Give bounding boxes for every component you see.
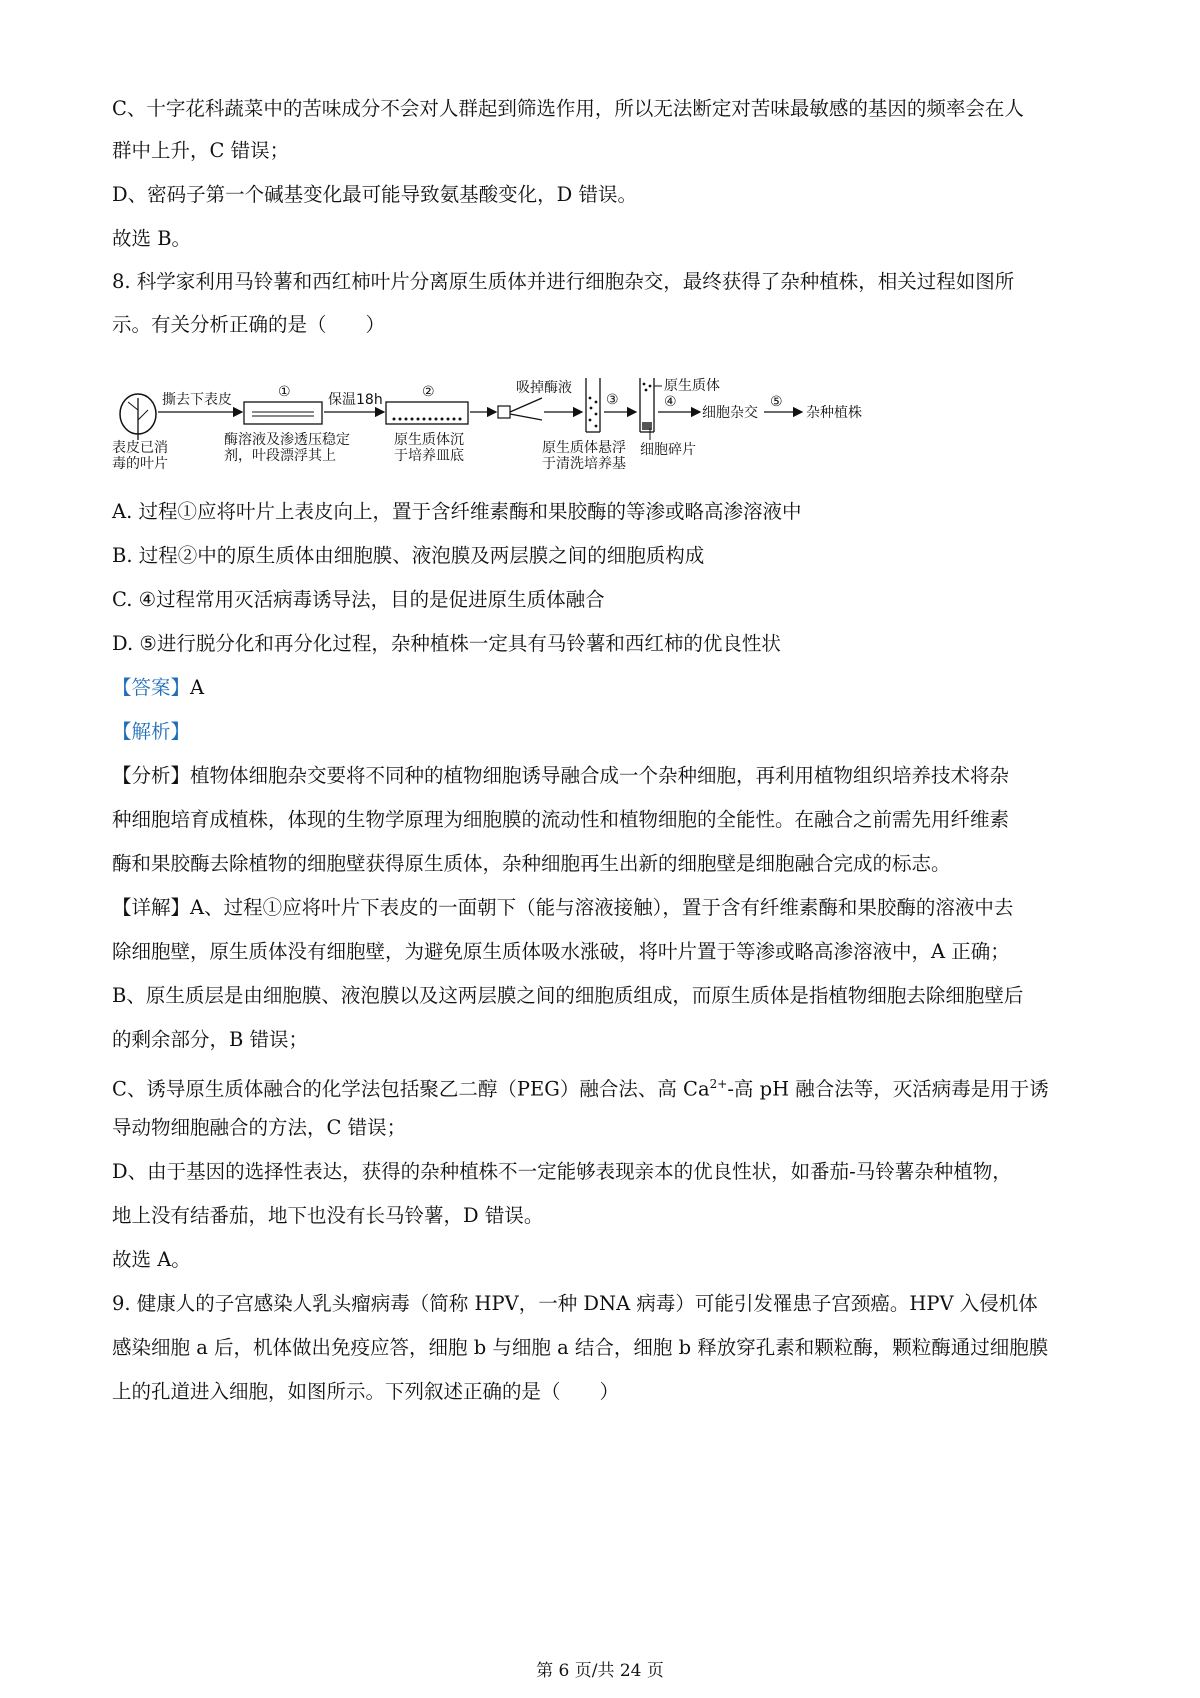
analysis-line: B、原生质层是由细胞膜、液泡膜以及这两层膜之间的细胞质组成，而原生质体是指植物细胞去除细胞壁后 [112, 984, 1024, 1007]
analysis-line: 的剩余部分，B 错误； [112, 1028, 309, 1051]
q7-answer: 故选 B。 [112, 227, 192, 250]
analysis-d-line1: D、由于基因的选择性表达，获得的杂种植株不一定能够表现亲本的优良性状，如番茄-马铃薯杂种植物， [112, 1160, 1012, 1183]
tube2-bottom-label: 细胞碎片 [640, 442, 696, 458]
protoplast-fusion-diagram [112, 378, 932, 512]
step2-desc-1: 原生质体沉 [394, 432, 464, 448]
analysis-line: 种细胞培育成植株，体现的生物学原理为细胞膜的流动性和植物细胞的全能性。在融合之前需先用纤维素 [112, 808, 1010, 831]
dish-1 [244, 402, 322, 424]
leaf-label-2: 毒的叶片 [112, 456, 168, 472]
analysis-c-line1: C、诱导原生质体融合的化学法包括聚乙二醇（PEG）融合法、高 $Ca^{2+}-$高 pH 融合法等，灭活病毒是用于诱 [112, 1077, 1049, 1101]
answer-tag: 【答案】 [112, 676, 191, 699]
analysis-line: 酶和果胶酶去除植物的细胞壁获得原生质体，杂种细胞再生出新的细胞壁是细胞融合完成的标志。 [112, 852, 951, 875]
q8-option-d: D. ⑤进行脱分化和再分化过程，杂种植株一定具有马铃薯和西红柿的优良性状 [112, 632, 781, 655]
q7-option-c-line2: 群中上升，C 错误； [112, 139, 290, 162]
arrow1-label: 撕去下表皮 [162, 392, 232, 408]
step1-number: ① [278, 384, 291, 400]
step1-desc-2: 剂，叶段漂浮其上 [224, 448, 336, 464]
q8-stem-line2: 示。有关分析正确的是（ ） [112, 313, 386, 336]
leaf-label-1: 表皮已消 [112, 440, 168, 456]
q7-option-d: D、密码子第一个碱基变化最可能导致氨基酸变化，D 错误。 [112, 183, 637, 206]
tube2-top-label: 原生质体 [664, 378, 720, 394]
q8-option-b: B. 过程②中的原生质体由细胞膜、液泡膜及两层膜之间的细胞质构成 [112, 544, 705, 567]
q8-option-c: C. ④过程常用灭活病毒诱导法，目的是促进原生质体融合 [112, 588, 605, 611]
arrow2-label: 保温18h [328, 392, 383, 408]
analysis-line: 【分析】植物体细胞杂交要将不同种的植物细胞诱导融合成一个杂种细胞，再利用植物组织培养技术将杂 [112, 764, 1010, 787]
q8-option-a: A. 过程①应将叶片上表皮向上，置于含纤维素酶和果胶酶的等渗或略高渗溶液中 [112, 500, 802, 523]
step3-number: ③ [606, 392, 619, 408]
step5-number: ⑤ [770, 394, 783, 410]
analysis-tag: 【解析】 [112, 720, 191, 743]
q8-stem-line1: 8. 科学家利用马铃薯和西红柿叶片分离原生质体并进行细胞杂交，最终获得了杂种植株，相关过程如图所 [112, 270, 1015, 293]
tube1-desc-2: 于清洗培养基 [542, 456, 626, 472]
analysis-line: 【详解】A、过程①应将叶片下表皮的一面朝下（能与溶液接触），置于含有纤维素酶和果胶酶的溶液中去 [112, 896, 1014, 919]
step4-number: ④ [664, 394, 677, 410]
q8-final-answer: 故选 A。 [112, 1248, 191, 1271]
analysis-line: 除细胞壁，原生质体没有细胞壁，为避免原生质体吸水涨破，将叶片置于等渗或略高渗溶液中，A 正确； [112, 940, 1010, 963]
fusion-label: 细胞杂交 [702, 405, 758, 421]
leaf-icon [120, 394, 156, 440]
result-label: 杂种植株 [806, 405, 862, 421]
answer-value: A [190, 676, 205, 699]
q8-answer [112, 674, 1102, 702]
test-tube-2 [640, 378, 654, 432]
q7-option-c-line1: C、十字花科蔬菜中的苦味成分不会对人群起到筛选作用，所以无法断定对苦味最敏感的基因的频率会在人 [112, 97, 1024, 120]
step2-desc-2: 于培养皿底 [394, 448, 464, 464]
page-footer: 第 6 页/共 24 页 [536, 1661, 664, 1681]
q9-stem-line2: 感染细胞 a 后，机体做出免疫应答，细胞 b 与细胞 a 结合，细胞 b 释放穿孔素和颗粒酶，颗粒酶通过细胞膜 [112, 1336, 1049, 1359]
analysis-d-line2: 地上没有结番茄，地下也没有长马铃薯，D 错误。 [112, 1204, 544, 1227]
q9-stem-line3: 上的孔道进入细胞，如图所示。下列叙述正确的是（ ） [112, 1380, 620, 1403]
tube1-desc-1: 原生质体悬浮 [542, 440, 626, 456]
pipette-label: 吸掉酶液 [516, 380, 572, 396]
step1-desc-1: 酶溶液及渗透压稳定 [224, 432, 350, 448]
step2-number: ② [422, 384, 435, 400]
dish-2 [386, 402, 468, 424]
analysis-c-line2: 导动物细胞融合的方法，C 错误； [112, 1116, 407, 1139]
q9-stem-line1: 9. 健康人的子宫感染人乳头瘤病毒（简称 HPV，一种 DNA 病毒）可能引发罹患子宫颈癌。HPV 入侵机体 [112, 1292, 1038, 1315]
test-tube-1 [586, 378, 600, 432]
pipette-icon [498, 398, 542, 420]
